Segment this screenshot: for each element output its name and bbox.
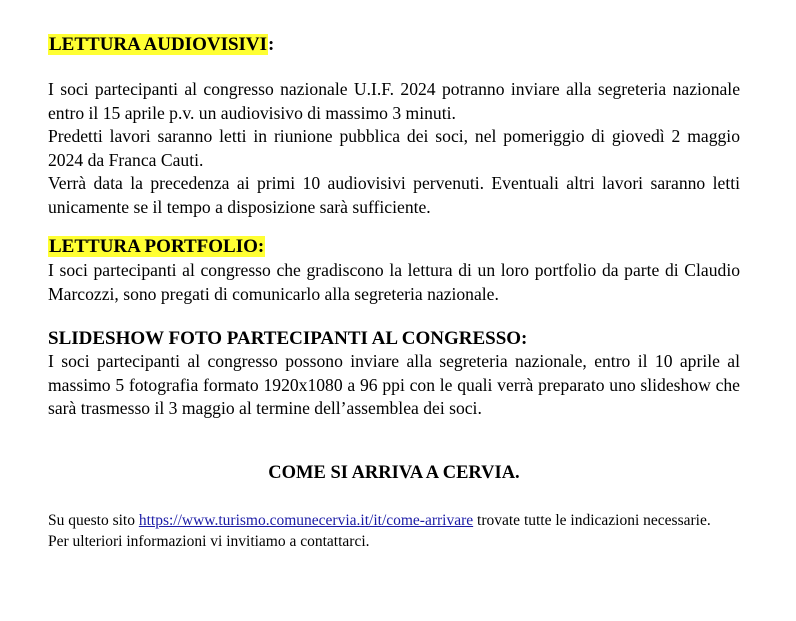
arrivo-text-before-link: Su questo sito: [48, 512, 139, 529]
portfolio-heading: [48, 236, 265, 258]
audiovisivi-paragraph-2: Predetti lavori saranno letti in riunione pubblica dei soci, nel pomeriggio di giovedì 2 maggio 2024 da Franca Cauti.: [48, 126, 740, 170]
slideshow-paragraph-1: I soci partecipanti al congresso possono inviare alla segreteria nazionale, entro il 10 aprile al massimo 5 fotografia formato 1920x1080 a 96 ppi con le quali verrà preparato uno slideshow che sarà trasmesso il 3 maggio al termine dell’assemblea dei soci.: [48, 351, 740, 418]
slideshow-body: [48, 350, 740, 421]
audiovisivi-heading-text: LETTURA AUDIOVISIVI: [49, 34, 268, 55]
arrivo-paragraph-2: Per ulteriori informazioni vi invitiamo a contattarci.: [48, 533, 370, 550]
audiovisivi-body: [48, 78, 740, 219]
slideshow-heading: [48, 328, 527, 350]
arrivo-text-after-link: trovate tutte le indicazioni necessarie.: [473, 512, 711, 529]
arrivo-heading: COME SI ARRIVA A CERVIA.: [268, 463, 520, 483]
audiovisivi-heading-colon: :: [268, 34, 275, 55]
arrivo-body: [48, 510, 740, 552]
slideshow-heading-text: SLIDESHOW FOTO PARTECIPANTI AL CONGRESSO:: [48, 328, 528, 349]
portfolio-paragraph-1: I soci partecipanti al congresso che gradiscono la lettura di un loro portfolio da parte di Claudio Marcozzi, sono pregati di comunicarlo alla segreteria nazionale.: [48, 260, 740, 304]
arrivo-paragraph-1: [48, 510, 740, 531]
audiovisivi-heading: [48, 34, 274, 56]
portfolio-body: [48, 259, 740, 306]
come-arrivare-link[interactable]: https://www.turismo.comunecervia.it/it/come-arrivare: [138, 512, 474, 529]
portfolio-heading-text: LETTURA PORTFOLIO:: [49, 236, 265, 257]
audiovisivi-paragraph-3: Verrà data la precedenza ai primi 10 audiovisivi pervenuti. Eventuali altri lavori saranno letti unicamente se il tempo a disposizione sarà sufficiente.: [48, 173, 740, 217]
audiovisivi-paragraph-1: I soci partecipanti al congresso nazionale U.I.F. 2024 potranno inviare alla segreteria nazionale entro il 15 aprile p.v. un audiovisivo di massimo 3 minuti.: [48, 79, 740, 123]
